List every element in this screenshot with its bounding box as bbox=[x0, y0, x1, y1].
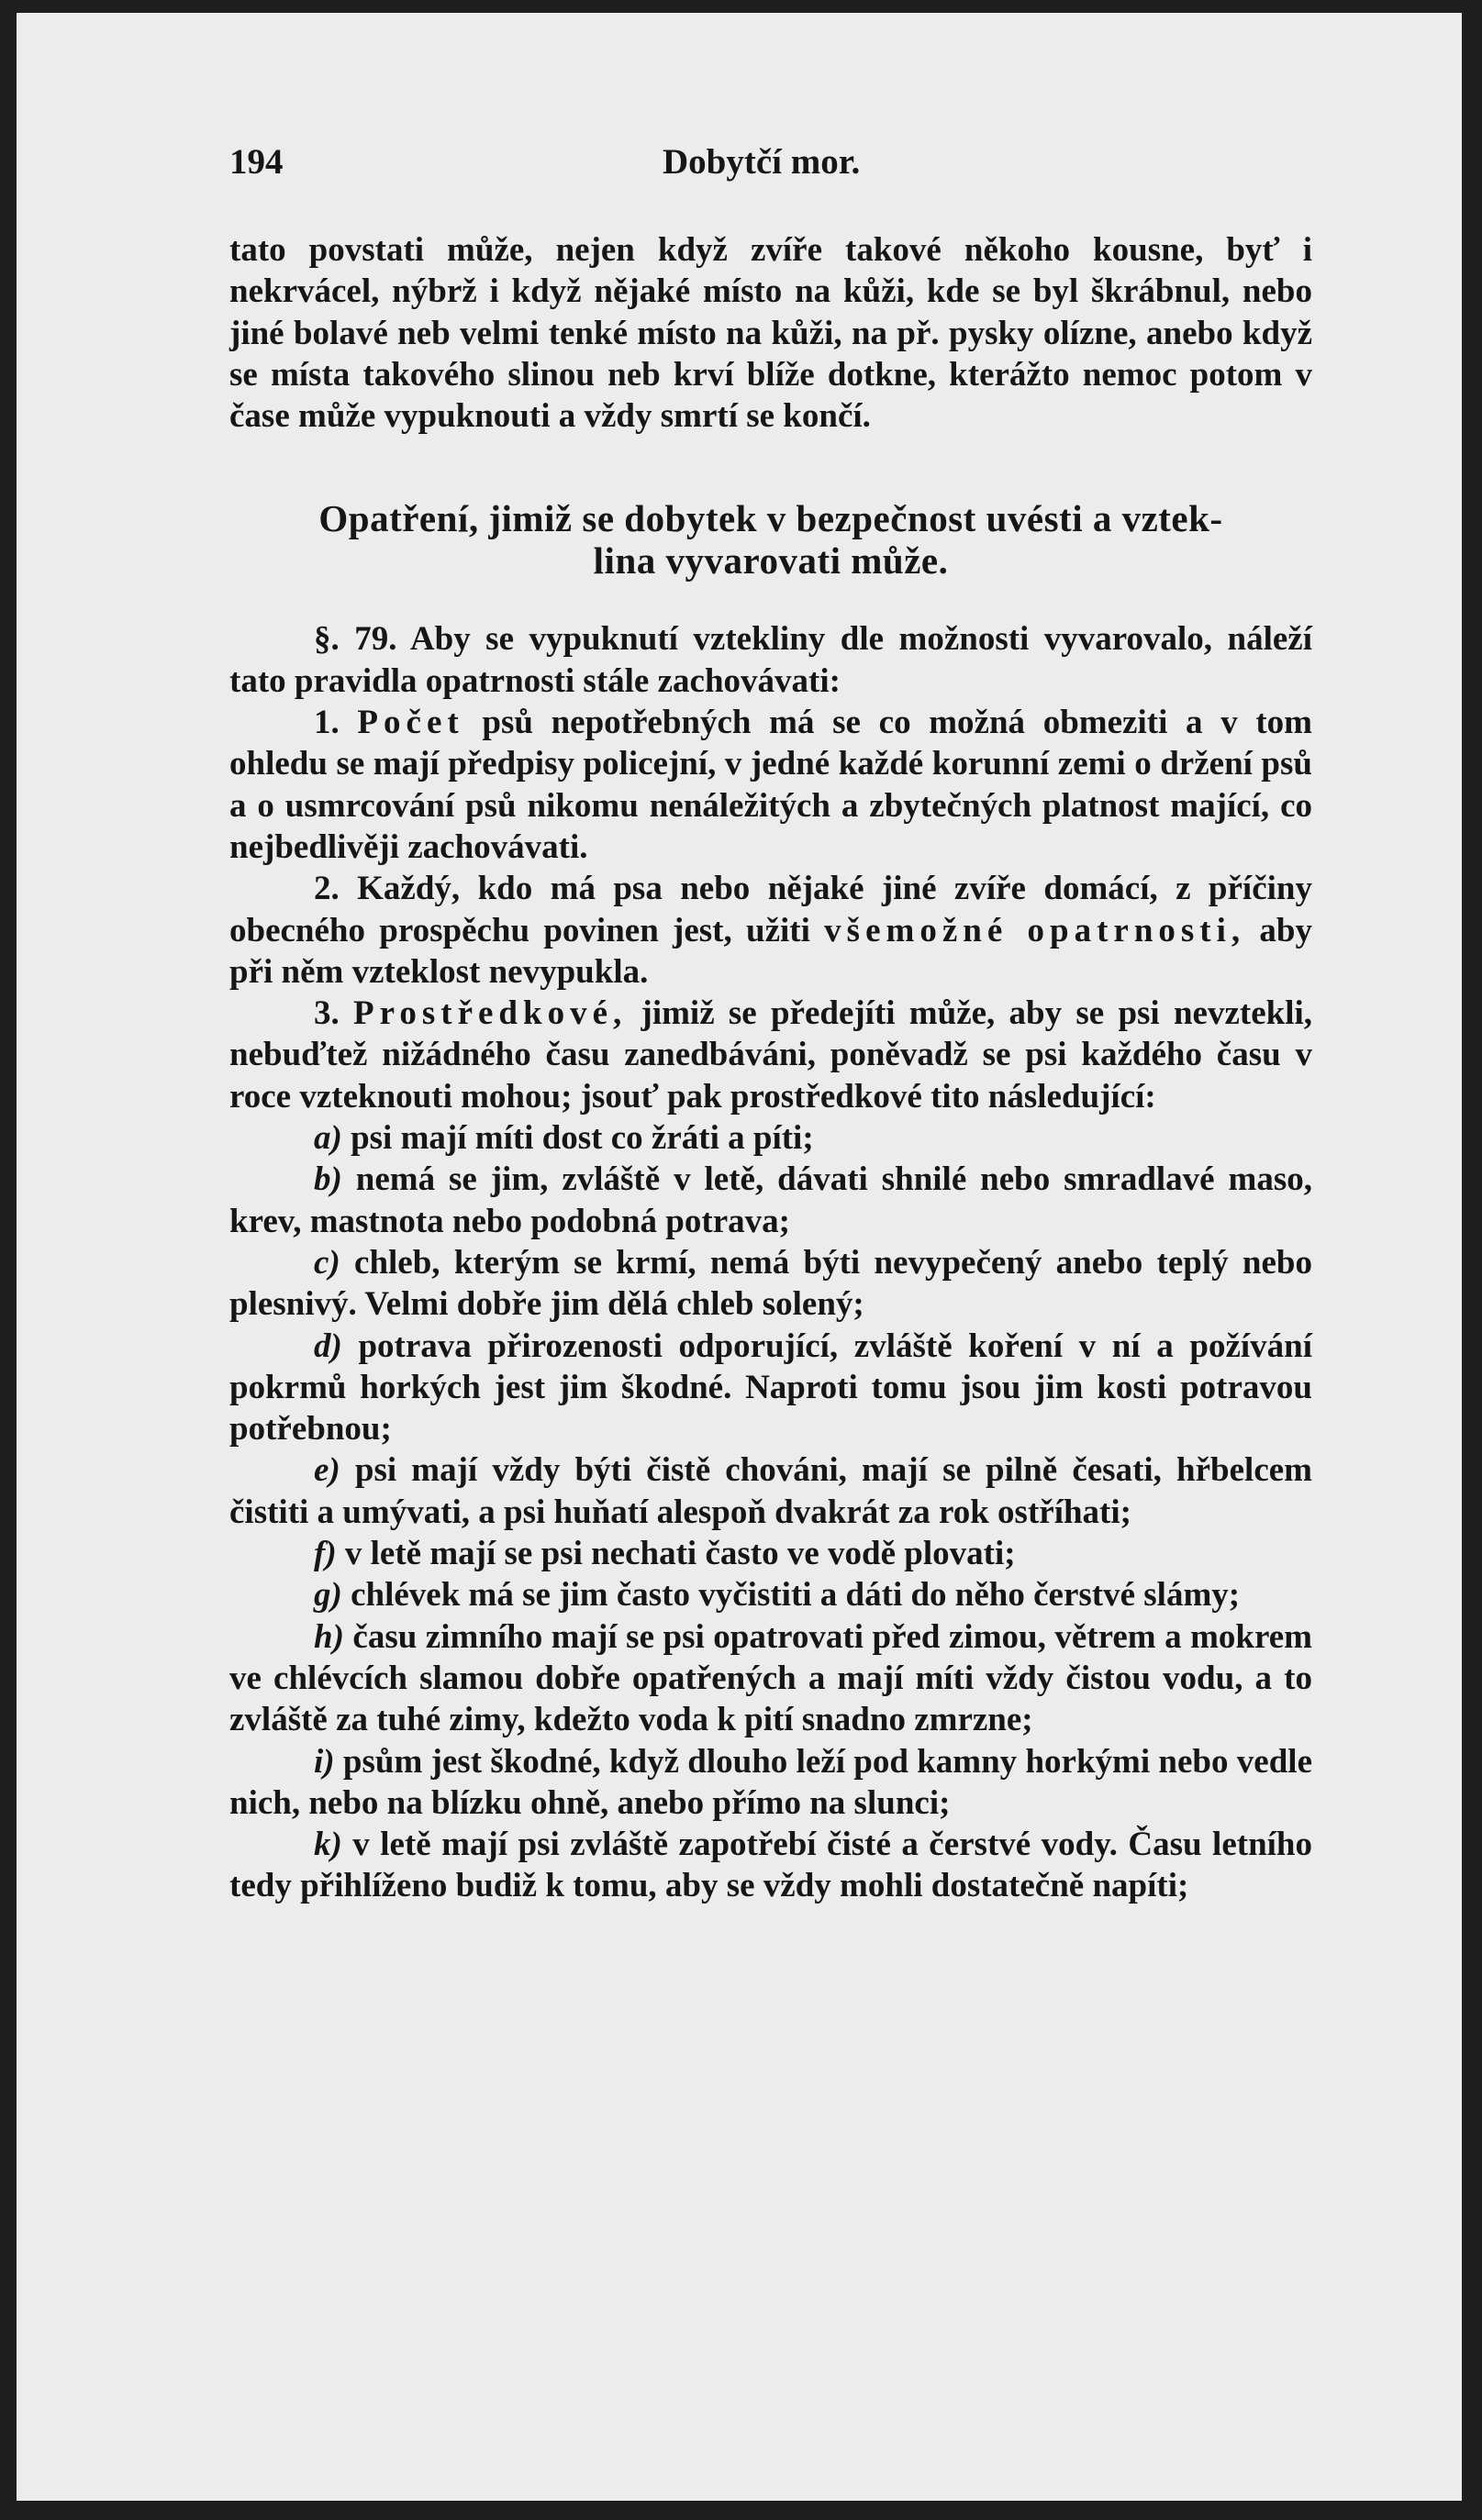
rule-3 bbox=[229, 993, 1312, 1117]
list-item-a bbox=[229, 1117, 1312, 1159]
book-page bbox=[17, 13, 1462, 2501]
item-label: c) bbox=[314, 1243, 340, 1282]
list-item-i bbox=[229, 1741, 1312, 1825]
item-label: k) bbox=[314, 1826, 342, 1864]
rule-2 bbox=[229, 868, 1312, 993]
rule-emphasis: všemožné opatrnosti, bbox=[824, 911, 1246, 949]
item-label: b) bbox=[314, 1160, 342, 1199]
rule-text: Každý, kdo má psa nebo nějaké jiné zvíře domácí, z příčiny obecného prospěchu povinen jest, užiti bbox=[229, 870, 1312, 949]
rule-text: psů nepotřebných má se co možná obmeziti a v tom ohledu se mají předpisy policejní, v jedné každé korunní zemi o držení psů a o usmrcování psů nikomu nenáležitých a zbytečných platnost mající, co nejbedlivěji zachovávati. bbox=[229, 704, 1313, 866]
item-label: i) bbox=[314, 1742, 335, 1781]
rule-number: 2. bbox=[314, 870, 340, 908]
item-text: psi mají vždy býti čistě chováni, mají se pilně česati, hřbelcem čistiti a umývati, a psi huňatí alespoň dvakrát za rok ostříhati; bbox=[229, 1451, 1312, 1531]
page-header bbox=[229, 141, 1312, 196]
item-label: f) bbox=[314, 1535, 337, 1573]
rule-text: jimiž se předejíti může, aby se psi nevztekli, nebuďtež nižádného času zanedbáváni, poněvadž se psi každého času v roce vzteknouti mohou; jsouť pak prostředkové tito následující: bbox=[229, 994, 1312, 1116]
item-text: chlévek má se jim často vyčistiti a dáti do něho čerstvé slámy; bbox=[351, 1576, 1241, 1615]
page-number: 194 bbox=[229, 142, 284, 182]
list-item-b bbox=[229, 1159, 1312, 1242]
section-paragraph bbox=[229, 618, 1312, 702]
item-text: potrava přirozenosti odporující, zvláště koření v ní a požívání pokrmů horkých jest jim škodné. Naproti tomu jsou jim kosti potravou potřebnou; bbox=[229, 1327, 1313, 1449]
section-heading-line-1: Opatření, jimiž se dobytek v bezpečnost uvésti a vztek- bbox=[318, 497, 1223, 540]
rule-lead: Počet bbox=[357, 704, 464, 742]
item-text: psům jest škodné, když dlouho leží pod kamny horkými nebo vedle nich, nebo na blízku ohně, anebo přímo na slunci; bbox=[229, 1742, 1313, 1822]
item-text: psi mají míti dost co žráti a píti; bbox=[351, 1119, 814, 1158]
item-label: a) bbox=[314, 1119, 342, 1158]
list-item-d bbox=[229, 1326, 1312, 1450]
item-text: času zimního mají se psi opatrovati před zimou, větrem a mokrem ve chlévcích slamou dobře opatřených a mají míti vždy čistou vodu, a to zvláště za tuhé zimy, kdežto voda k pití snadno zmrzne; bbox=[229, 1617, 1312, 1739]
item-label: g) bbox=[314, 1576, 342, 1615]
rule-lead: Prostředkové, bbox=[353, 994, 628, 1033]
list-item-h bbox=[229, 1616, 1312, 1741]
rule-1 bbox=[229, 702, 1312, 868]
list-item-g bbox=[229, 1574, 1312, 1615]
item-label: e) bbox=[314, 1451, 340, 1490]
intro-paragraph: tato povstati může, nejen když zvíře takové někoho kousne, byť i nekrvácel, nýbrž i když nějaké místo na kůži, kde se byl škrábnul, nebo jiné bolavé neb velmi tenké místo na kůži, na př. pysky olízne, anebo když se místa takového slinou neb krví blíže dotkne, kterážto nemoc potom v čase může vypuknouti a vždy smrtí se končí. bbox=[229, 231, 1312, 436]
item-text: nemá se jim, zvláště v letě, dávati shnilé nebo smradlavé maso, krev, mastnota nebo podobná potrava; bbox=[229, 1160, 1312, 1240]
section-heading bbox=[229, 497, 1312, 582]
item-text: v letě mají psi zvláště zapotřebí čisté a čerstvé vody. Času letního tedy přihlíženo budiž k tomu, aby se vždy mohli dostatečně napíti; bbox=[229, 1826, 1312, 1905]
rule-number: 1. bbox=[314, 704, 340, 742]
item-label: h) bbox=[314, 1617, 344, 1656]
item-text: chleb, kterým se krmí, nemá býti nevypečený anebo teplý nebo plesnivý. Velmi dobře jim dělá chleb solený; bbox=[229, 1243, 1312, 1324]
running-head: Dobytčí mor. bbox=[663, 142, 861, 182]
rule-number: 3. bbox=[314, 994, 340, 1033]
body-text bbox=[229, 229, 1312, 1907]
list-item-c bbox=[229, 1242, 1312, 1326]
item-text: v letě mají se psi nechati často ve vodě plovati; bbox=[344, 1535, 1016, 1573]
list-item-f bbox=[229, 1533, 1312, 1574]
section-label: §. 79. bbox=[314, 620, 397, 659]
section-text: Aby se vypuknutí vztekliny dle možnosti vyvarovalo, náleží tato pravidla opatrnosti stále zachovávati: bbox=[229, 620, 1313, 700]
rule-text-end: aby při něm vzteklost nevypukla. bbox=[229, 911, 1312, 991]
list-item-k bbox=[229, 1824, 1312, 1907]
section-heading-line-2: lina vyvarovati může. bbox=[593, 539, 949, 583]
item-label: d) bbox=[314, 1327, 342, 1365]
list-item-e bbox=[229, 1449, 1312, 1533]
